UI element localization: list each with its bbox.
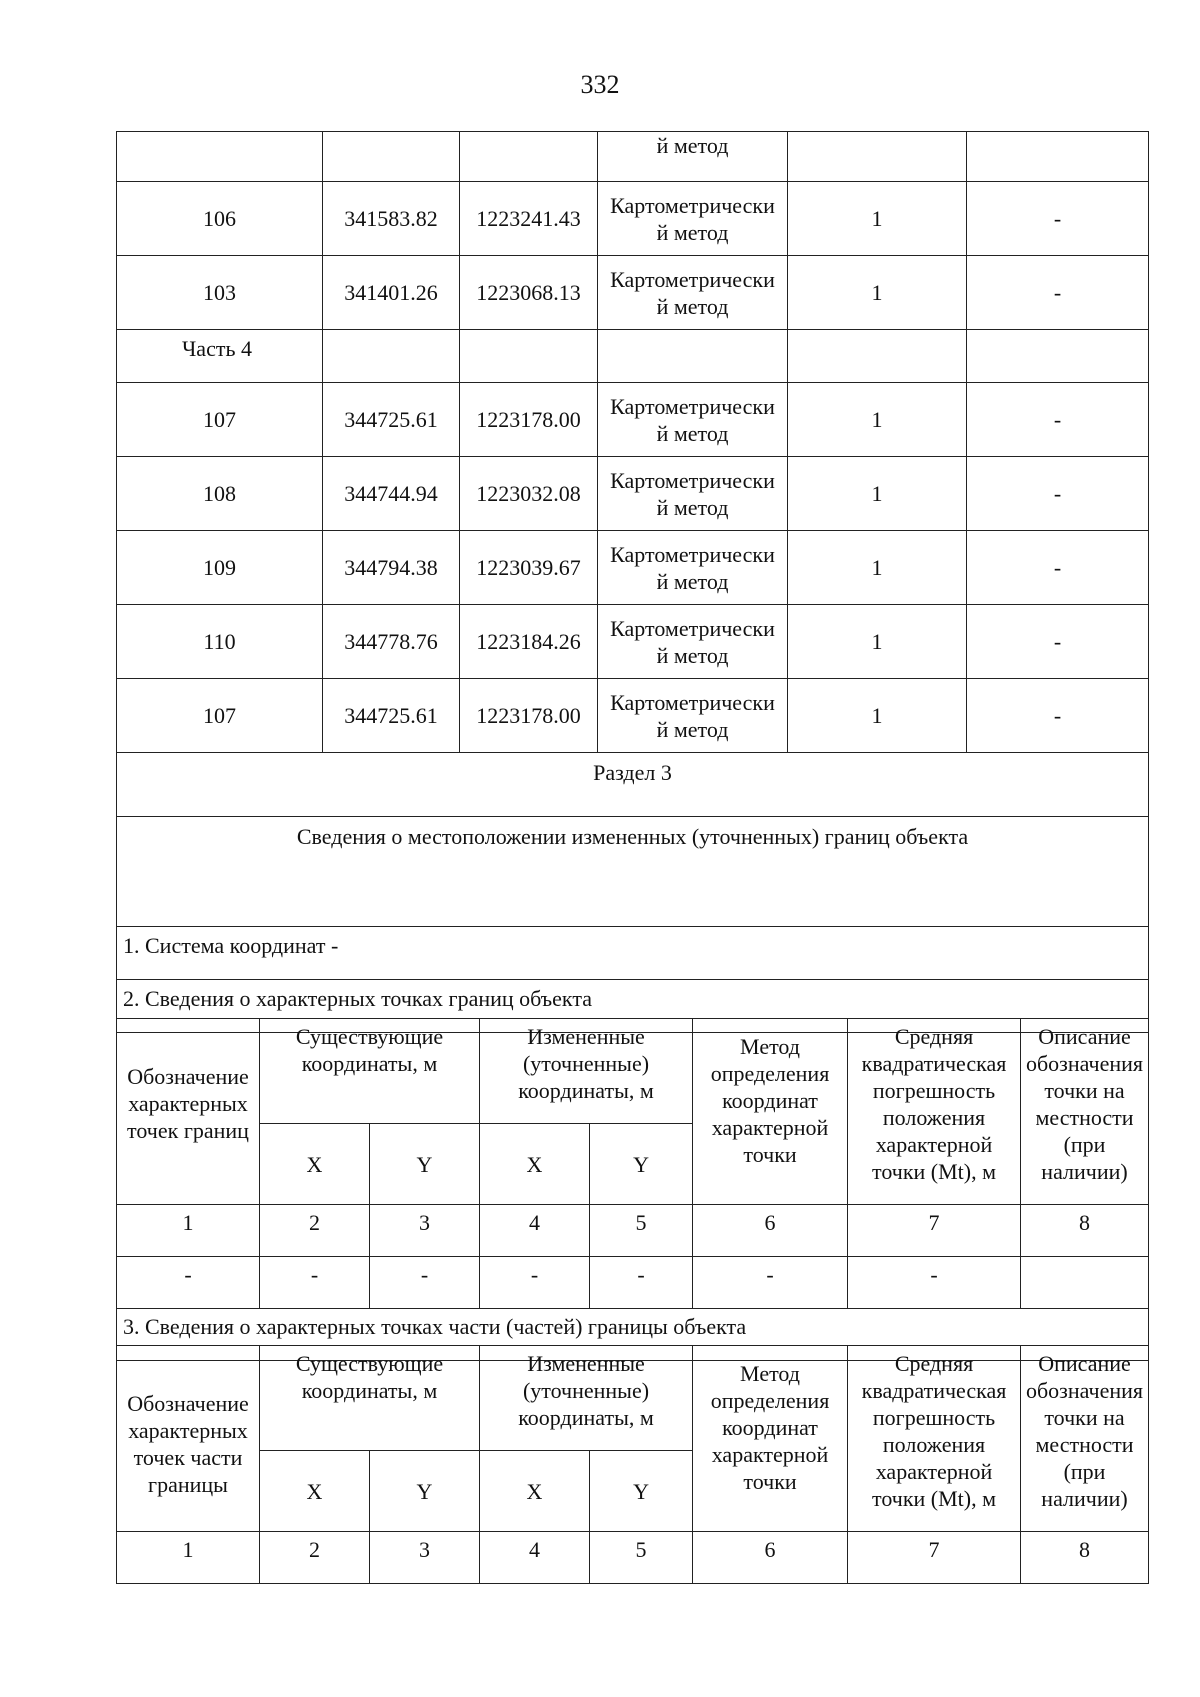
header-y: Y xyxy=(370,1451,480,1532)
method-cell xyxy=(598,679,788,753)
point-id: 107 xyxy=(117,679,323,753)
item-3-heading: 3. Сведения о характерных точках части (частей) границы объекта xyxy=(117,1309,1149,1361)
header-method: Метод определения координат характерной точки xyxy=(693,1019,848,1205)
method-line: й метод xyxy=(656,293,729,319)
coord-y: 1223039.67 xyxy=(460,531,598,605)
table-row xyxy=(117,531,1149,605)
method-line: Картометрически xyxy=(610,393,775,419)
method-line: й метод xyxy=(656,716,729,742)
header-y: Y xyxy=(590,1124,693,1205)
table-row xyxy=(117,256,1149,330)
table-row xyxy=(117,679,1149,753)
header-existing-coords: Существующие координаты, м xyxy=(260,1019,480,1124)
coord-x: 341583.82 xyxy=(323,182,460,256)
method-line: й метод xyxy=(656,568,729,594)
method-line: й метод xyxy=(656,219,729,245)
header-method: Метод определения координат характерной точки xyxy=(693,1346,848,1532)
header-x: X xyxy=(260,1124,370,1205)
method-line: Картометрически xyxy=(610,541,775,567)
coord-x: 344778.76 xyxy=(323,605,460,679)
accuracy-cell: 1 xyxy=(788,256,967,330)
header-y: Y xyxy=(590,1451,693,1532)
point-id: 110 xyxy=(117,605,323,679)
method-line: Картометрически xyxy=(610,615,775,641)
accuracy-cell: 1 xyxy=(788,679,967,753)
point-id: 108 xyxy=(117,457,323,531)
description-cell: - xyxy=(967,679,1149,753)
header-accuracy: Средняя квадратическая погрешность положения характерной точки (Mt), м xyxy=(848,1019,1021,1205)
method-line: Картометрически xyxy=(610,192,775,218)
column-numbers-row: 1 2 3 4 5 6 7 8 xyxy=(117,1532,1149,1584)
header-point-label: Обозначение характерных точек границ xyxy=(117,1019,260,1205)
coord-y: 1223178.00 xyxy=(460,679,598,753)
coord-y: 1223241.43 xyxy=(460,182,598,256)
header-changed-coords: Измененные (уточненные) координаты, м xyxy=(480,1019,693,1124)
section-description: Сведения о местоположении измененных (уточненных) границ объекта xyxy=(117,817,1149,927)
description-cell: - xyxy=(967,256,1149,330)
description-cell: - xyxy=(967,182,1149,256)
method-line: Картометрически xyxy=(610,689,775,715)
coordinate-system-line: 1. Система координат - xyxy=(117,927,1149,980)
method-cell xyxy=(598,256,788,330)
coord-y: 1223184.26 xyxy=(460,605,598,679)
header-description: Описание обозначения точки на местности (при наличии) xyxy=(1021,1019,1149,1205)
header-description: Описание обозначения точки на местности (при наличии) xyxy=(1021,1346,1149,1532)
coord-y: 1223068.13 xyxy=(460,256,598,330)
method-cell xyxy=(598,605,788,679)
coord-x: 344725.61 xyxy=(323,383,460,457)
header-x: X xyxy=(260,1451,370,1532)
coord-x: 344725.61 xyxy=(323,679,460,753)
method-line: й метод xyxy=(656,420,729,446)
method-cell xyxy=(598,383,788,457)
table-row xyxy=(117,383,1149,457)
part-label: Часть 4 xyxy=(117,330,323,383)
table-row xyxy=(117,182,1149,256)
point-id: 107 xyxy=(117,383,323,457)
part-boundary-points-table xyxy=(116,1345,1149,1584)
coord-y: 1223032.08 xyxy=(460,457,598,531)
description-cell: - xyxy=(967,531,1149,605)
item-2-heading: 2. Сведения о характерных точках границ объекта xyxy=(117,980,1149,1033)
accuracy-cell: 1 xyxy=(788,605,967,679)
description-cell: - xyxy=(967,383,1149,457)
method-cell: й метод xyxy=(598,132,788,182)
coord-x: 341401.26 xyxy=(323,256,460,330)
header-point-label: Обозначение характерных точек части границы xyxy=(117,1346,260,1532)
accuracy-cell: 1 xyxy=(788,531,967,605)
coord-y: 1223178.00 xyxy=(460,383,598,457)
coord-x: 344794.38 xyxy=(323,531,460,605)
column-numbers-row: 1 2 3 4 5 6 7 8 xyxy=(117,1205,1149,1257)
part-row xyxy=(117,330,1149,383)
empty-data-row: - - - - - - - xyxy=(117,1257,1149,1309)
header-x: X xyxy=(480,1451,590,1532)
coord-x: 344744.94 xyxy=(323,457,460,531)
section-title: Раздел 3 xyxy=(117,753,1149,817)
accuracy-cell: 1 xyxy=(788,182,967,256)
method-cell xyxy=(598,457,788,531)
header-existing-coords: Существующие координаты, м xyxy=(260,1346,480,1451)
method-cell xyxy=(598,531,788,605)
method-line: Картометрически xyxy=(610,266,775,292)
description-cell: - xyxy=(967,457,1149,531)
table-row xyxy=(117,457,1149,531)
coordinates-table xyxy=(116,131,1149,1033)
header-changed-coords: Измененные (уточненные) координаты, м xyxy=(480,1346,693,1451)
point-id: 106 xyxy=(117,182,323,256)
accuracy-cell: 1 xyxy=(788,383,967,457)
method-cell xyxy=(598,182,788,256)
header-x: X xyxy=(480,1124,590,1205)
accuracy-cell: 1 xyxy=(788,457,967,531)
header-accuracy: Средняя квадратическая погрешность положения характерной точки (Mt), м xyxy=(848,1346,1021,1532)
table-row xyxy=(117,605,1149,679)
header-y: Y xyxy=(370,1124,480,1205)
page-number: 332 xyxy=(580,70,620,99)
point-id: 109 xyxy=(117,531,323,605)
method-line: й метод xyxy=(656,494,729,520)
method-line: Картометрически xyxy=(610,467,775,493)
description-cell: - xyxy=(967,605,1149,679)
continuation-row xyxy=(117,132,1149,182)
point-id: 103 xyxy=(117,256,323,330)
boundary-points-table xyxy=(116,1018,1149,1361)
method-line: й метод xyxy=(656,642,729,668)
